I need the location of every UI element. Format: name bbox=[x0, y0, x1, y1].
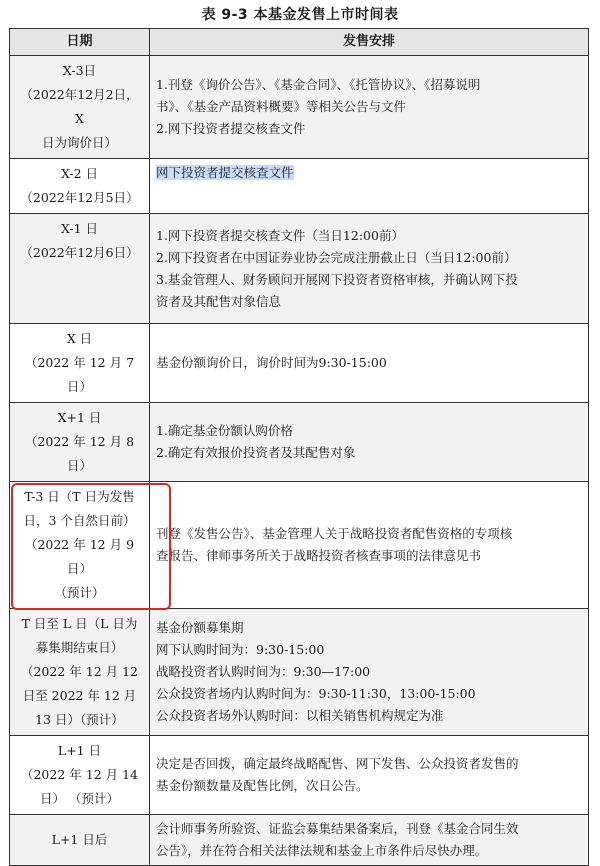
header-row bbox=[10, 29, 589, 56]
table-row bbox=[10, 214, 589, 324]
row-date: T 日至 L 日（L 日为 募集期结束日） （2022 年 12 月 12 日至 2022 年 12 月 13 日）（预计） bbox=[10, 609, 150, 736]
table-row bbox=[10, 609, 589, 736]
table-row bbox=[10, 56, 589, 159]
table-row bbox=[10, 403, 589, 482]
header-plan: 发售安排 bbox=[150, 29, 589, 56]
row-plan: 1.网下投资者提交核查文件（当日12:00前） 2.网下投资者在中国证券业协会完成注册截止日（当日12:00前） 3.基金管理人、财务顾问开展网下投资者资格审核，并确认网下投 资者及其配售对象信息 bbox=[150, 214, 589, 324]
row-date: X-1 日 （2022年12月6日） bbox=[10, 214, 150, 324]
row-plan: 决定是否回拨，确定最终战略配售、网下发售、公众投资者发售的 基金份额数量及配售比例，次日公告。 bbox=[150, 736, 589, 815]
row-plan: 会计师事务所验资、证监会募集结果备案后，刊登《基金合同生效 公告》，并在符合相关法律法规和基金上市条件后尽快办理。 bbox=[150, 815, 589, 866]
row-plan bbox=[150, 159, 589, 214]
row-date: X+1 日 （2022 年 12 月 8 日） bbox=[10, 403, 150, 482]
table-row bbox=[10, 159, 589, 214]
row-date: X-3日 （2022年12月2日，X 日为询价日） bbox=[10, 56, 150, 159]
table-row bbox=[10, 324, 589, 403]
row-date: L+1 日 （2022 年 12 月 14 日） （预计） bbox=[10, 736, 150, 815]
table-row bbox=[10, 736, 589, 815]
row-date: T-3 日（T 日为发售 日，3 个自然日前） （2022 年 12 月 9 日） （预计） bbox=[10, 482, 150, 609]
highlight-box bbox=[11, 483, 171, 610]
highlighted-text: 网下投资者提交核查文件 bbox=[156, 165, 294, 180]
row-plan: 1.刊登《询价公告》、《基金合同》、《托管协议》、《招募说明 书》、《基金产品资料概要》等相关公告与文件 2.网下投资者提交核查文件 bbox=[150, 56, 589, 159]
row-date: X-2 日 （2022年12月5日） bbox=[10, 159, 150, 214]
row-date: L+1 日后 bbox=[10, 815, 150, 866]
table-row bbox=[10, 815, 589, 866]
table-caption: 表 9-3 本基金发售上市时间表 bbox=[201, 7, 399, 23]
row-plan: 基金份额询价日，询价时间为9:30-15:00 bbox=[150, 324, 589, 403]
row-date: X 日 （2022 年 12 月 7 日） bbox=[10, 324, 150, 403]
row-plan: 1.确定基金份额认购价格 2.确定有效报价投资者及其配售对象 bbox=[150, 403, 589, 482]
schedule-table bbox=[9, 28, 589, 866]
row-plan: 基金份额募集期 网下认购时间为：9:30-15:00 战略投资者认购时间为：9:30—17:00 公众投资者场内认购时间为：9:30-11:30，13:00-15:00 公众投资者场外认购时间：以相关销售机构规定为准 bbox=[150, 609, 589, 736]
row-plan: 刊登《发售公告》、基金管理人关于战略投资者配售资格的专项核 查报告、律师事务所关于战略投资者核查事项的法律意见书 bbox=[150, 482, 589, 609]
header-date: 日期 bbox=[10, 29, 150, 56]
